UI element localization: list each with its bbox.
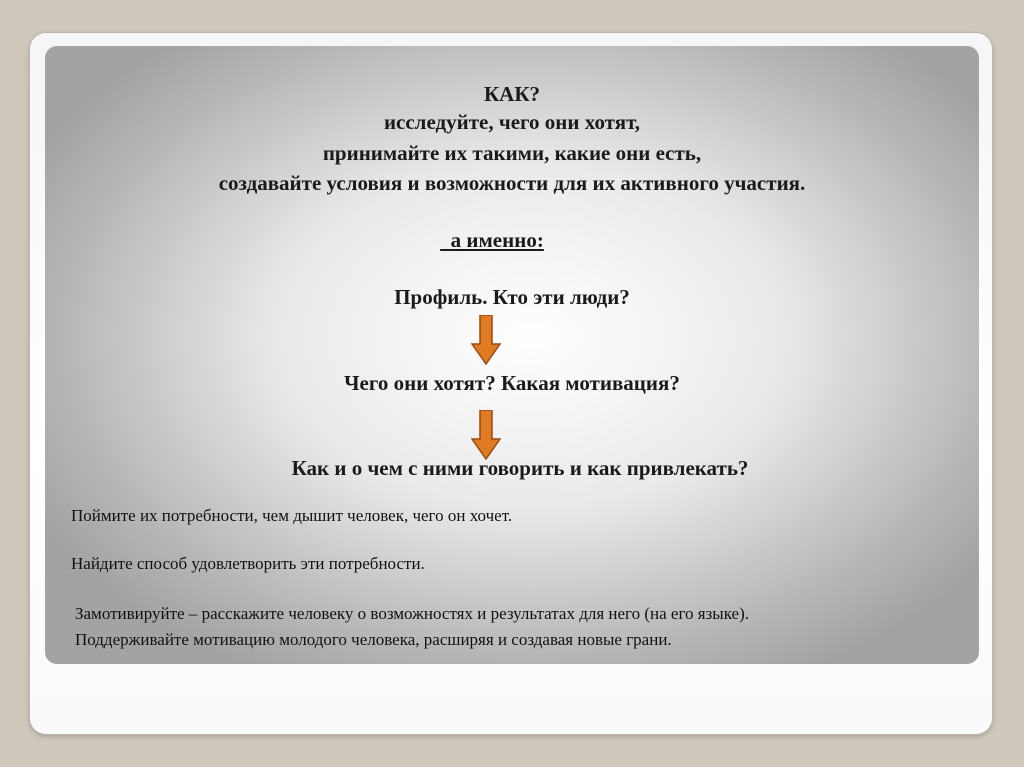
subheading: а именно:	[450, 228, 544, 252]
down-arrow-icon	[471, 315, 501, 365]
flow-step-2: Чего они хотят? Какая мотивация?	[344, 371, 680, 395]
heading-line-2: исследуйте, чего они хотят,	[383, 110, 641, 134]
paragraph-support: Поддерживайте мотивацию молодого человека, расширяя и создавая новые грани.	[75, 630, 672, 649]
paragraph-motivate: Замотивируйте – расскажите человеку о возможностях и результатах для него (на его языке).	[75, 604, 749, 623]
down-arrow-icon	[471, 410, 501, 460]
flow-step-1: Профиль. Кто эти люди?	[394, 285, 630, 309]
heading-line-4: создавайте условия и возможности для их активного участия.	[218, 171, 806, 195]
flow-step-3: Как и о чем с ними говорить и как привлекать?	[291, 456, 749, 480]
heading-line-3: принимайте их такими, какие они есть,	[322, 141, 702, 165]
heading-line-1: КАК?	[483, 82, 541, 106]
paragraph-needs: Поймите их потребности, чем дышит человек, чего он хочет.	[71, 506, 513, 525]
paragraph-satisfy: Найдите способ удовлетворить эти потребности.	[71, 554, 425, 573]
